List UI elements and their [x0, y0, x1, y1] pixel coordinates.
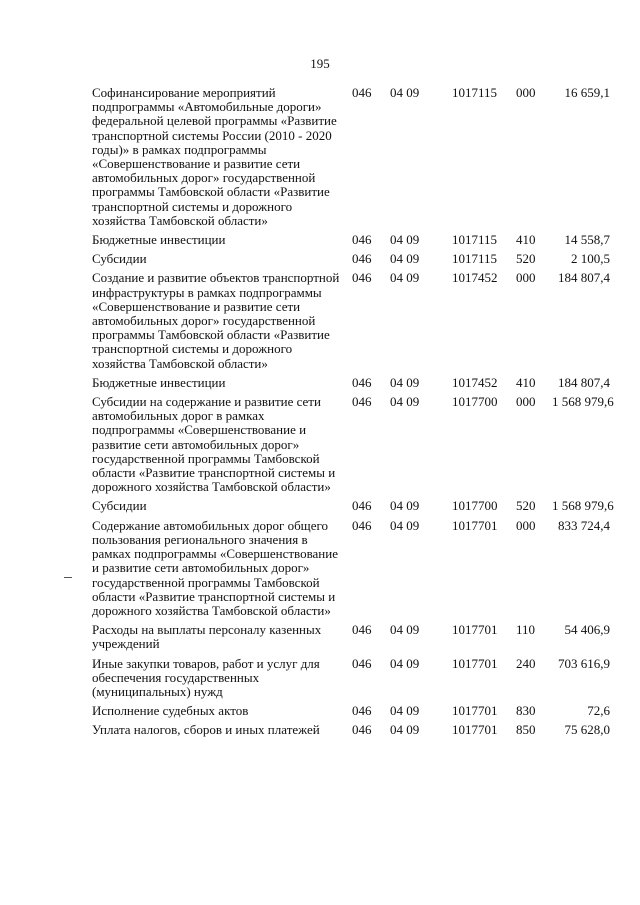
- amount: 1 568 979,6: [552, 498, 614, 514]
- table-body: [92, 85, 614, 743]
- amount: 16 659,1: [564, 85, 610, 100]
- target-code: 1017700: [452, 394, 498, 410]
- ministry-code: 046: [352, 232, 372, 248]
- target-code: 1017701: [452, 722, 498, 738]
- expense-type-code: 000: [516, 85, 536, 100]
- expense-type-code: 000: [516, 517, 536, 533]
- expense-type-code: 240: [516, 655, 536, 671]
- expense-type-code: 830: [516, 703, 536, 719]
- section-code: 04 09: [390, 85, 420, 100]
- target-code: 1017701: [452, 622, 498, 638]
- budget-table: [92, 85, 614, 743]
- amount: 833 724,4: [558, 517, 610, 533]
- amount: 703 616,9: [558, 655, 610, 671]
- ministry-code: 046: [352, 85, 372, 100]
- amount: 14 558,7: [564, 232, 610, 248]
- table-row: [92, 623, 610, 656]
- ministry-code: 046: [352, 655, 372, 671]
- page-number: 195: [310, 56, 330, 71]
- expense-name: Софинансирование мероприятий подпрограммы «Автомобильные дороги» федеральной целевой программы «Развитие транспортной системы России (2010 - 2020 годы)» в рамках подпрограммы «Совершенствование и развитие сети автомобильных дорог» государственной программы Тамбовской области «Развитие транспортной системы и дорожного хозяйства Тамбовской области»: [92, 85, 337, 228]
- target-code: 1017115: [452, 85, 498, 100]
- table-row: [92, 499, 610, 518]
- table-row: [92, 233, 610, 252]
- amount: 184 807,4: [558, 270, 610, 286]
- amount: 184 807,4: [558, 374, 610, 390]
- section-code: 04 09: [390, 622, 420, 638]
- amount: 1 568 979,6: [552, 394, 614, 410]
- target-code: 1017452: [452, 374, 498, 390]
- table-row: [92, 657, 610, 705]
- expense-name: Иные закупки товаров, работ и услуг для обеспечения государственных (муниципальных) нужд: [92, 655, 320, 699]
- ministry-code: 046: [352, 374, 372, 390]
- table-row: [92, 723, 610, 742]
- expense-name: Содержание автомобильных дорог общего пользования регионального значения в рамках подпрограммы «Совершенствование и развитие сети автомобильных дорог» государственной программы Тамбовской области «Развитие транспортной системы и дорожного хозяйства Тамбовской области»: [92, 517, 338, 618]
- section-code: 04 09: [390, 498, 420, 514]
- target-code: 1017452: [452, 270, 498, 286]
- target-code: 1017115: [452, 251, 498, 267]
- expense-type-code: 000: [516, 394, 536, 410]
- expense-name: Исполнение судебных актов: [92, 703, 249, 719]
- section-code: 04 09: [390, 270, 420, 286]
- expense-name: Субсидии: [92, 498, 147, 514]
- expense-name: Создание и развитие объектов транспортной инфраструктуры в рамках подпрограммы «Совершенствование и развитие сети автомобильных дорог» государственной программы Тамбовской области «Развитие транспортной системы и дорожного хозяйства Тамбовской области»: [92, 270, 340, 371]
- target-code: 1017701: [452, 703, 498, 719]
- ministry-code: 046: [352, 722, 372, 738]
- expense-type-code: 520: [516, 498, 536, 514]
- table-row: [92, 252, 610, 271]
- table-row: [92, 376, 610, 395]
- amount: 54 406,9: [564, 622, 610, 638]
- ministry-code: 046: [352, 622, 372, 638]
- amount: 2 100,5: [571, 251, 610, 267]
- ministry-code: 046: [352, 251, 372, 267]
- ministry-code: 046: [352, 270, 372, 286]
- section-code: 04 09: [390, 374, 420, 390]
- target-code: 1017115: [452, 232, 498, 248]
- ministry-code: 046: [352, 394, 372, 410]
- ministry-code: 046: [352, 517, 372, 533]
- section-code: 04 09: [390, 655, 420, 671]
- section-code: 04 09: [390, 394, 420, 410]
- expense-name: Уплата налогов, сборов и иных платежей: [92, 722, 320, 738]
- expense-name: Субсидии: [92, 251, 147, 267]
- table-row: [92, 395, 610, 499]
- section-code: 04 09: [390, 722, 420, 738]
- expense-type-code: 410: [516, 232, 536, 248]
- amount: 72,6: [587, 703, 610, 719]
- expense-name: Бюджетные инвестиции: [92, 232, 226, 248]
- expense-type-code: 520: [516, 251, 536, 267]
- expense-type-code: 000: [516, 270, 536, 286]
- target-code: 1017701: [452, 517, 498, 533]
- ministry-code: 046: [352, 703, 372, 719]
- target-code: 1017700: [452, 498, 498, 514]
- section-code: 04 09: [390, 251, 420, 267]
- table-row: [92, 271, 610, 375]
- expense-name: Расходы на выплаты персоналу казенных учреждений: [92, 622, 322, 652]
- target-code: 1017701: [452, 655, 498, 671]
- ministry-code: 046: [352, 498, 372, 514]
- amount: 75 628,0: [564, 722, 610, 738]
- expense-type-code: 410: [516, 374, 536, 390]
- section-code: 04 09: [390, 232, 420, 248]
- margin-mark: [64, 577, 72, 578]
- expense-type-code: 110: [516, 622, 536, 638]
- expense-type-code: 850: [516, 722, 536, 738]
- table-row: [92, 704, 610, 723]
- table-row: [92, 519, 610, 623]
- table-row: [92, 86, 610, 233]
- expense-name: Субсидии на содержание и развитие сети автомобильных дорог в рамках подпрограммы «Совершенствование и развитие сети автомобильных дорог» государственной программы Тамбовской области «Развитие транспортной системы и дорожного хозяйства Тамбовской области»: [92, 394, 336, 495]
- section-code: 04 09: [390, 517, 420, 533]
- expense-name: Бюджетные инвестиции: [92, 374, 226, 390]
- section-code: 04 09: [390, 703, 420, 719]
